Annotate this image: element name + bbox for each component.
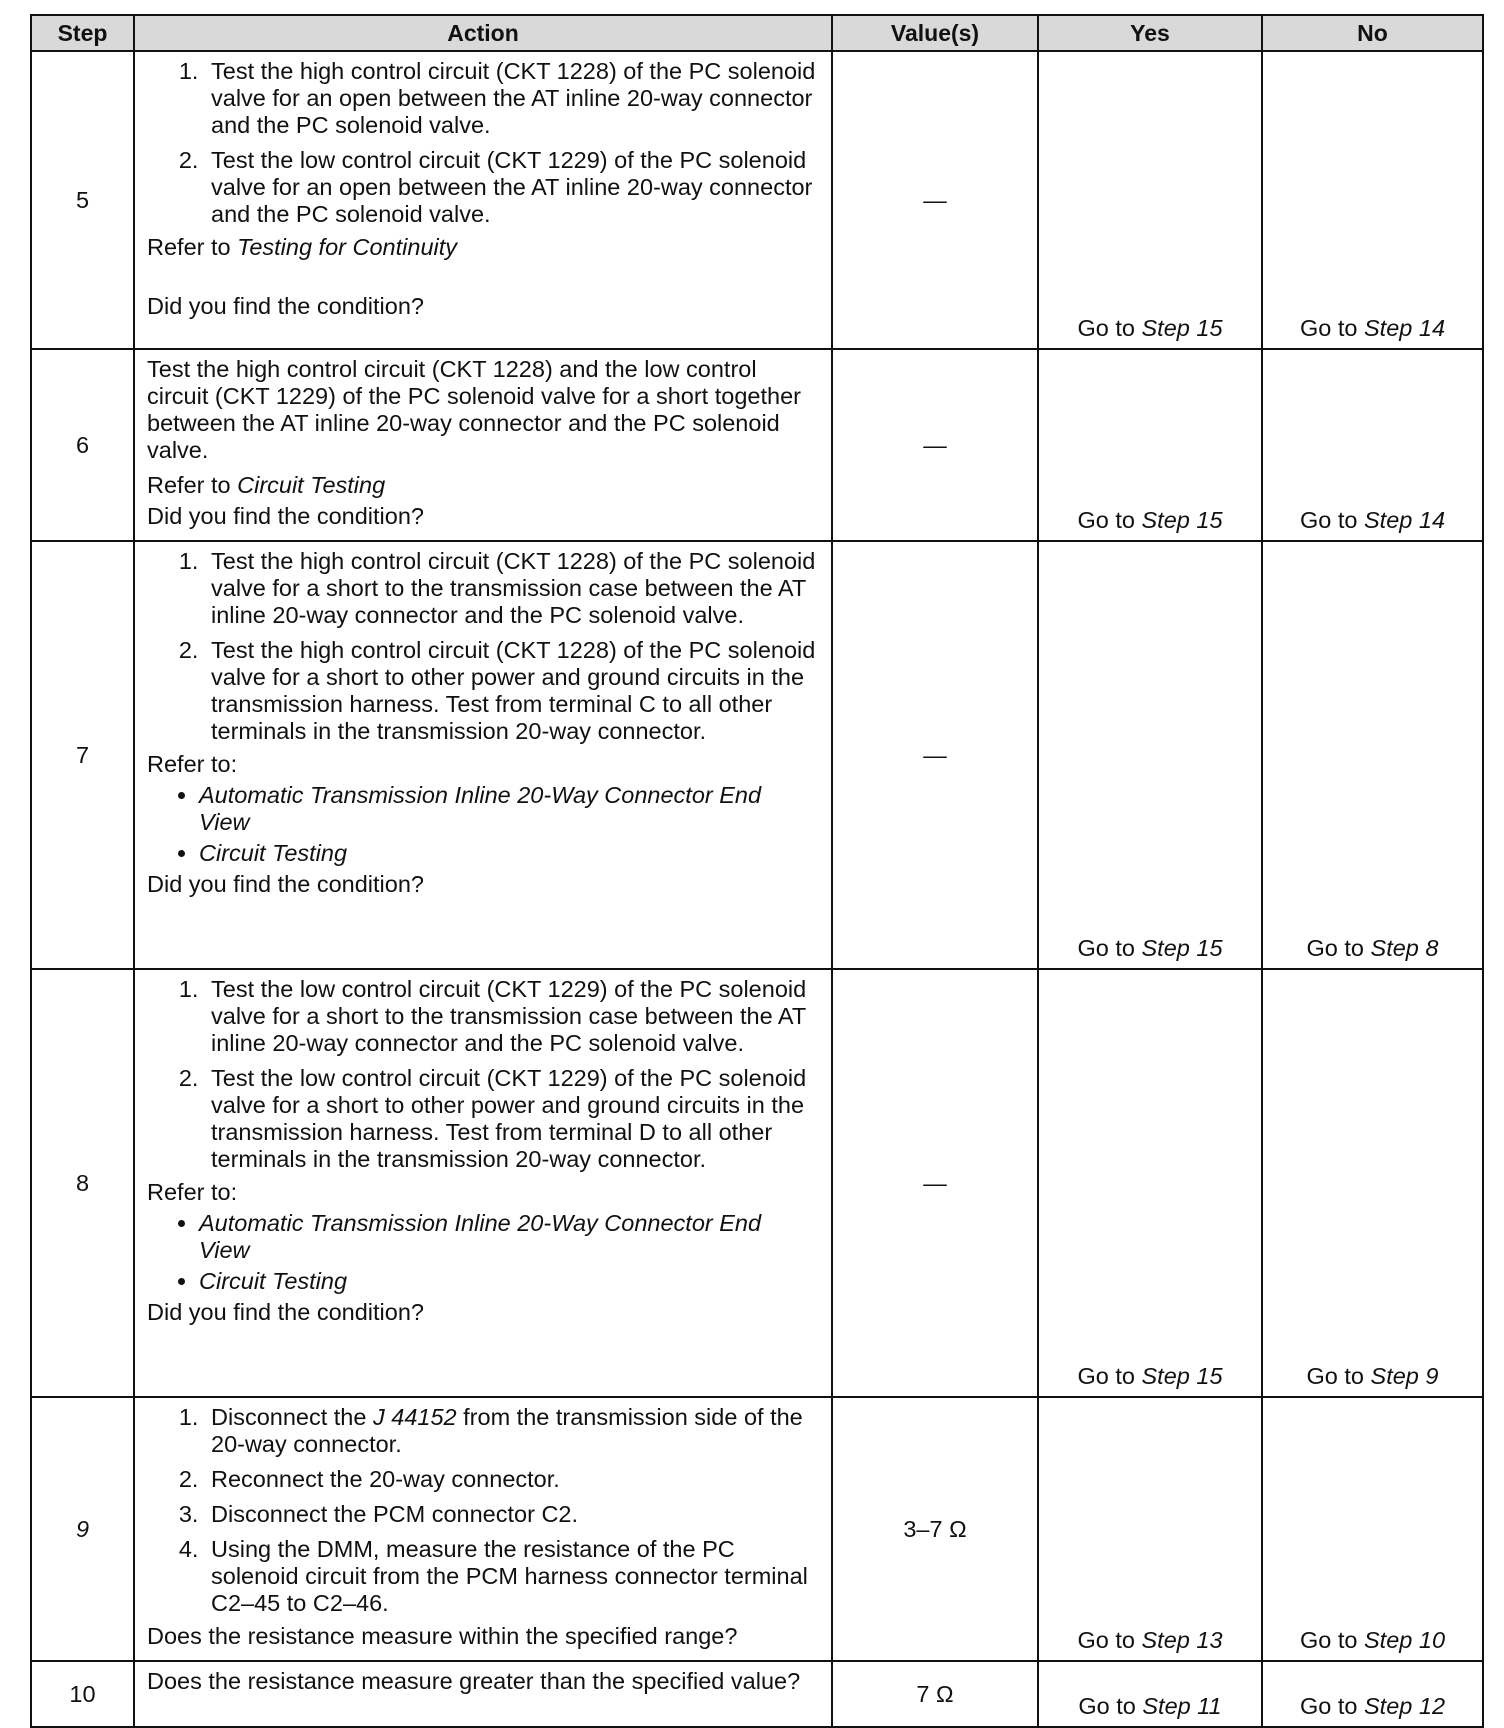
header-no: No bbox=[1262, 15, 1483, 51]
table-row bbox=[31, 1397, 1483, 1661]
question: Does the resistance measure within the specified range? bbox=[147, 1623, 738, 1649]
tool-name: J 44152 bbox=[372, 1404, 457, 1430]
no-step-link[interactable]: Step 12 bbox=[1364, 1693, 1446, 1719]
value-cell: 3–7 Ω bbox=[832, 1397, 1038, 1661]
yes-step-link[interactable]: Step 15 bbox=[1141, 507, 1223, 533]
action-cell bbox=[134, 1661, 832, 1727]
no-cell: Go to Step 14 bbox=[1262, 349, 1483, 541]
value-cell: — bbox=[832, 541, 1038, 969]
step-number: 5 bbox=[31, 51, 134, 349]
reference-list bbox=[147, 782, 817, 867]
yes-step-link[interactable]: Step 15 bbox=[1141, 315, 1223, 341]
action-item: 4. Using the DMM, measure the resistance of the PC solenoid circuit from the PCM harness connector terminal C2–45 to C2–46. bbox=[205, 1536, 817, 1617]
step-number: 6 bbox=[31, 349, 134, 541]
action-steps bbox=[147, 1404, 817, 1617]
refer-label: Refer to: bbox=[147, 1179, 238, 1205]
action-cell bbox=[134, 349, 832, 541]
yes-cell: Go to Step 13 bbox=[1038, 1397, 1262, 1661]
step-number: 10 bbox=[31, 1661, 134, 1727]
question: Did you find the condition? bbox=[147, 293, 424, 319]
action-steps bbox=[147, 548, 817, 745]
no-cell: Go to Step 9 bbox=[1262, 969, 1483, 1397]
yes-cell: Go to Step 11 bbox=[1038, 1661, 1262, 1727]
action-item: 1. Test the low control circuit (CKT 1229) of the PC solenoid valve for a short to the transmission case between the AT inline 20-way connector and the PC solenoid valve. bbox=[205, 976, 817, 1057]
value-cell: — bbox=[832, 969, 1038, 1397]
refer-line: Refer to Testing for Continuity bbox=[147, 234, 458, 260]
question: Did you find the condition? bbox=[147, 871, 424, 897]
reference-link[interactable]: Testing for Continuity bbox=[237, 234, 458, 260]
header-step: Step bbox=[31, 15, 134, 51]
reference-link[interactable]: • Circuit Testing bbox=[199, 1268, 817, 1295]
value-cell: — bbox=[832, 51, 1038, 349]
no-cell: Go to Step 10 bbox=[1262, 1397, 1483, 1661]
reference-link[interactable]: • Automatic Transmission Inline 20-Way Connector End View bbox=[199, 1210, 817, 1264]
action-cell bbox=[134, 541, 832, 969]
step-number: 8 bbox=[31, 969, 134, 1397]
table-row bbox=[31, 541, 1483, 969]
no-step-link[interactable]: Step 14 bbox=[1364, 507, 1446, 533]
yes-step-link[interactable]: Step 11 bbox=[1142, 1693, 1222, 1719]
table-row bbox=[31, 51, 1483, 349]
reference-link[interactable]: • Automatic Transmission Inline 20-Way Connector End View bbox=[199, 782, 817, 836]
action-item: 1. Test the high control circuit (CKT 1228) of the PC solenoid valve for a short to the transmission case between the AT inline 20-way connector and the PC solenoid valve. bbox=[205, 548, 817, 629]
no-cell: Go to Step 12 bbox=[1262, 1661, 1483, 1727]
diagnostic-table bbox=[30, 14, 1484, 1728]
no-step-link[interactable]: Step 8 bbox=[1370, 935, 1439, 961]
action-cell bbox=[134, 1397, 832, 1661]
reference-link[interactable]: Circuit Testing bbox=[237, 472, 386, 498]
action-steps bbox=[147, 58, 817, 228]
header-action: Action bbox=[134, 15, 832, 51]
yes-cell: Go to Step 15 bbox=[1038, 349, 1262, 541]
action-item: 2. Test the high control circuit (CKT 1228) of the PC solenoid valve for a short to other power and ground circuits in the transmission harness. Test from terminal C to all other terminals in the transmission 20-way connector. bbox=[205, 637, 817, 745]
refer-line: Refer to Circuit Testing bbox=[147, 472, 386, 498]
action-cell bbox=[134, 51, 832, 349]
table-row bbox=[31, 969, 1483, 1397]
no-cell: Go to Step 8 bbox=[1262, 541, 1483, 969]
table-row bbox=[31, 349, 1483, 541]
header-yes: Yes bbox=[1038, 15, 1262, 51]
value-cell: 7 Ω bbox=[832, 1661, 1038, 1727]
no-step-link[interactable]: Step 9 bbox=[1370, 1363, 1439, 1389]
action-item: 1. Disconnect the J 44152 from the transmission side of the 20-way connector. bbox=[205, 1404, 817, 1458]
no-cell: Go to Step 14 bbox=[1262, 51, 1483, 349]
reference-link[interactable]: • Circuit Testing bbox=[199, 840, 817, 867]
question: Did you find the condition? bbox=[147, 503, 424, 529]
action-item: 2. Test the low control circuit (CKT 1229) of the PC solenoid valve for a short to other power and ground circuits in the transmission harness. Test from terminal D to all other terminals in the transmission 20-way connector. bbox=[205, 1065, 817, 1173]
header-values: Value(s) bbox=[832, 15, 1038, 51]
action-item: 3. Disconnect the PCM connector C2. bbox=[205, 1501, 817, 1528]
table-row bbox=[31, 1661, 1483, 1727]
refer-label: Refer to: bbox=[147, 751, 238, 777]
action-steps bbox=[147, 976, 817, 1173]
step-number: 7 bbox=[31, 541, 134, 969]
header-row bbox=[31, 15, 1483, 51]
yes-step-link[interactable]: Step 15 bbox=[1141, 1363, 1223, 1389]
yes-step-link[interactable]: Step 15 bbox=[1141, 935, 1223, 961]
action-text: Test the high control circuit (CKT 1228) and the low control circuit (CKT 1229) of the PC solenoid valve for a short together between the AT inline 20-way connector and the PC solenoid valve. bbox=[147, 356, 801, 463]
no-step-link[interactable]: Step 10 bbox=[1364, 1627, 1446, 1653]
yes-cell: Go to Step 15 bbox=[1038, 541, 1262, 969]
action-cell bbox=[134, 969, 832, 1397]
yes-cell: Go to Step 15 bbox=[1038, 969, 1262, 1397]
action-item: 2. Reconnect the 20-way connector. bbox=[205, 1466, 817, 1493]
reference-list bbox=[147, 1210, 817, 1295]
action-item: 1. Test the high control circuit (CKT 1228) of the PC solenoid valve for an open between the AT inline 20-way connector and the PC solenoid valve. bbox=[205, 58, 817, 139]
step-number: 9 bbox=[31, 1397, 134, 1661]
value-cell: — bbox=[832, 349, 1038, 541]
yes-step-link[interactable]: Step 13 bbox=[1141, 1627, 1223, 1653]
question: Does the resistance measure greater than the specified value? bbox=[147, 1668, 801, 1694]
question: Did you find the condition? bbox=[147, 1299, 424, 1325]
yes-cell: Go to Step 15 bbox=[1038, 51, 1262, 349]
action-item: 2. Test the low control circuit (CKT 1229) of the PC solenoid valve for an open between the AT inline 20-way connector and the PC solenoid valve. bbox=[205, 147, 817, 228]
no-step-link[interactable]: Step 14 bbox=[1364, 315, 1446, 341]
